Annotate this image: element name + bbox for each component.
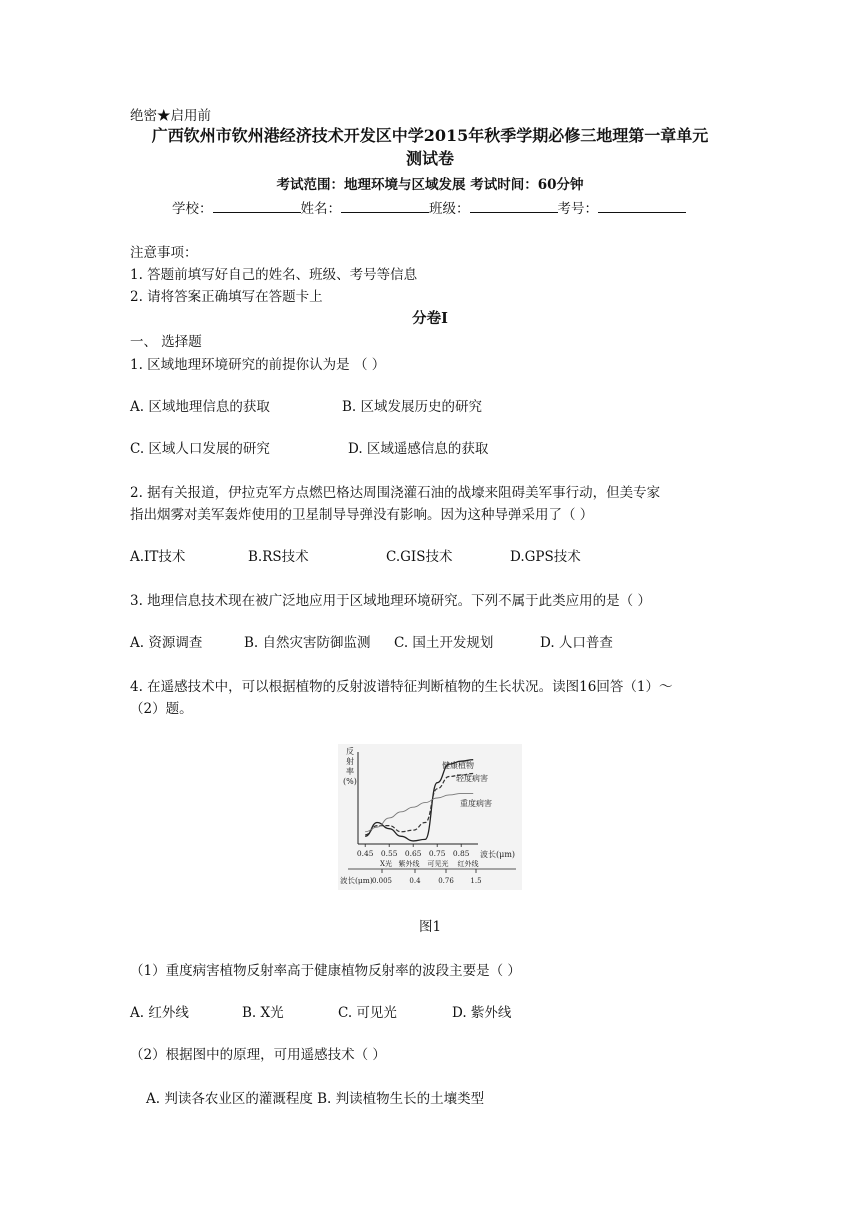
exam-scope: 考试范围：地理环境与区域发展 考试时间：60分钟 xyxy=(276,177,584,193)
x-tick-label: 0.45 xyxy=(356,849,374,858)
part-title: 一、 选择题 xyxy=(130,334,202,350)
q4-1-option-a[interactable]: A. 红外线 xyxy=(130,1005,189,1021)
x-axis-label: 波长(μm) xyxy=(480,850,516,859)
q3-option-d[interactable]: D. 人口普查 xyxy=(540,635,613,651)
name-blank[interactable] xyxy=(341,199,429,213)
band-tick-label: 0.76 xyxy=(438,877,454,885)
band-tick-label: 0.005 xyxy=(371,877,393,885)
question-2-stem-line1: 2. 据有关报道，伊拉克军方点燃巴格达周围浇灌石油的战壕来阻碍美军事行动，但美专家 xyxy=(130,485,661,501)
q3-option-c[interactable]: C. 国土开发规划 xyxy=(394,635,494,651)
q2-option-b[interactable]: B.RS技术 xyxy=(248,549,309,565)
number-label: 考号： xyxy=(557,201,598,217)
series-label: 重度病害 xyxy=(460,799,492,808)
notice-heading: 注意事项： xyxy=(130,245,198,261)
x-tick-label: 0.55 xyxy=(380,849,398,858)
question-1-stem: 1. 区域地理环境研究的前提你认为是 （ ） xyxy=(130,357,386,373)
band-axis-label: 波长(μm) xyxy=(340,876,373,885)
figure-caption: 图1 xyxy=(418,919,442,935)
q2-option-d[interactable]: D.GPS技术 xyxy=(510,549,581,565)
q1-option-c[interactable]: C. 区域人口发展的研究 xyxy=(130,441,270,457)
q4-1-option-b[interactable]: B. X光 xyxy=(242,1005,284,1021)
name-label: 姓名： xyxy=(300,201,341,217)
school-label: 学校： xyxy=(172,201,213,217)
series-label: 轻度病害 xyxy=(456,774,488,783)
q3-option-b[interactable]: B. 自然灾害防御监测 xyxy=(244,635,371,651)
school-blank[interactable] xyxy=(213,199,301,213)
band-tick-label: 0.4 xyxy=(409,877,421,885)
q4-2-options[interactable]: A. 判读各农业区的灌溉程度 B. 判读植物生长的土壤类型 xyxy=(146,1091,485,1107)
y-axis-label: 反 射 率 (%) xyxy=(343,747,357,786)
reflectance-chart-svg xyxy=(338,744,522,890)
series-label: 健康植物 xyxy=(442,761,474,770)
q2-option-c[interactable]: C.GIS技术 xyxy=(386,549,453,565)
x-tick-label: 0.75 xyxy=(428,849,446,858)
info-fields xyxy=(172,199,686,218)
secret-label: 绝密★启用前 xyxy=(130,108,211,124)
q4-1-option-c[interactable]: C. 可见光 xyxy=(338,1005,397,1021)
q3-option-a[interactable]: A. 资源调查 xyxy=(130,635,203,651)
q2-option-a[interactable]: A.IT技术 xyxy=(130,549,186,565)
q4-1-option-d[interactable]: D. 紫外线 xyxy=(452,1005,512,1021)
number-blank[interactable] xyxy=(598,199,686,213)
question-4-1-stem: （1）重度病害植物反射率高于健康植物反射率的波段主要是（ ） xyxy=(130,963,521,979)
question-4-stem-line1: 4. 在遥感技术中，可以根据植物的反射波谱特征判断植物的生长状况。读图16回答（1）～ xyxy=(130,679,673,695)
reflectance-chart xyxy=(338,744,522,890)
x-tick-label: 0.65 xyxy=(404,849,422,858)
notice-item: 1. 答题前填写好自己的姓名、班级、考号等信息 xyxy=(130,267,418,283)
question-4-2-stem: （2）根据图中的原理，可用遥感技术（ ） xyxy=(130,1047,386,1063)
x-tick-label: 0.85 xyxy=(452,849,470,858)
band-label: 紫外线 xyxy=(398,860,420,868)
notice-item: 2. 请将答案正确填写在答题卡上 xyxy=(130,289,323,305)
q1-option-d[interactable]: D. 区域遥感信息的获取 xyxy=(348,441,489,457)
band-tick-label: 1.5 xyxy=(470,877,482,885)
band-label: 红外线 xyxy=(457,860,479,868)
question-3-stem: 3. 地理信息技术现在被广泛地应用于区域地理环境研究。下列不属于此类应用的是（ ） xyxy=(130,593,651,609)
class-label: 班级： xyxy=(429,201,470,217)
band-label: X光 xyxy=(380,860,392,868)
question-4-stem-line2: （2）题。 xyxy=(130,701,193,717)
q1-option-a[interactable]: A. 区域地理信息的获取 xyxy=(130,399,270,415)
band-label: 可见光 xyxy=(427,860,449,868)
question-2-stem-line2: 指出烟雾对美军轰炸使用的卫星制导导弹没有影响。因为这种导弹采用了（ ） xyxy=(130,507,594,523)
exam-title-line2: 测试卷 xyxy=(405,149,454,168)
class-blank[interactable] xyxy=(470,199,558,213)
exam-title-line1: 广西钦州市钦州港经济技术开发区中学2015年秋季学期必修三地理第一章单元 xyxy=(151,126,709,145)
q1-option-b[interactable]: B. 区域发展历史的研究 xyxy=(342,399,483,415)
section-title: 分卷Ⅰ xyxy=(412,310,448,327)
